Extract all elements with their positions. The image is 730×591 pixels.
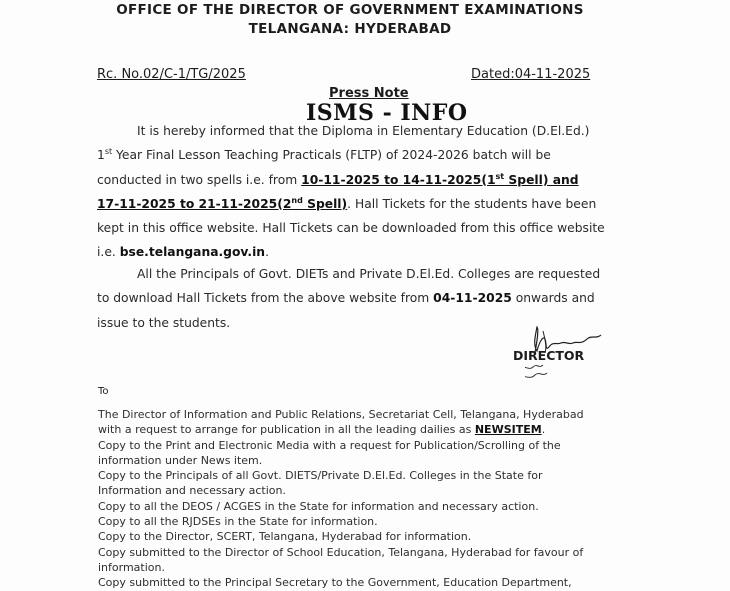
signatory-title: DIRECTOR [513, 348, 585, 363]
p1-line [97, 143, 605, 167]
spell1-dates: 10-11-2025 to 14-11-2025(1st Spell) and [301, 171, 579, 187]
copy-line: Copy submitted to the Director of School Education, Telangana, Hyderabad for favour of [98, 545, 584, 559]
p1-line1-text: It is hereby informed that the Diploma in Elementary Education (D.El.Ed.) [137, 124, 590, 138]
copy-line: Information and necessary action. [98, 484, 287, 498]
copy-line: Copy to the Principals of all Govt. DIETS/Private D.El.Ed. Colleges in the State for [98, 469, 543, 483]
p1-line2-text: Year Final Lesson Teaching Practicals (FLTP) of 2024-2026 batch will be [112, 148, 551, 163]
spell2-dates: 17-11-2025 to 21-11-2025(2nd Spell) [97, 195, 348, 211]
press-note-title: Press Note [329, 86, 409, 101]
copy-line: with a request to arrange for publication in all the leading dailies as NEWSITEM. [98, 423, 546, 437]
p2-line [97, 262, 605, 286]
p1-line [97, 168, 605, 192]
p2-line2-text: to download Hall Tickets from the above website from [97, 291, 434, 306]
to-label: To [98, 386, 109, 397]
office-title-line1: OFFICE OF THE DIRECTOR OF GOVERNMENT EXAMINATIONS [116, 2, 584, 18]
copy-line: Copy to all the DEOS / ACGES in the State for information and necessary action. [98, 499, 539, 513]
copy-line: Copy to all the RJDSEs in the State for information. [98, 515, 378, 529]
paragraph-1 [97, 119, 605, 265]
copy-line: Copy to the Director, SCERT, Telangana, Hyderabad for information. [98, 530, 472, 544]
copy-line: Copy submitted to the Principal Secretary to the Government, Education Department, [98, 576, 572, 590]
p1-line [97, 119, 605, 143]
newsitem-text: NEWSITEM [474, 423, 542, 437]
p1-line3-text: conducted in two spells i.e. from [97, 172, 302, 187]
copy-to-list [98, 407, 606, 591]
p1-line5-text: kept in this office website. Hall Tickets can be downloaded from this office website [97, 221, 605, 236]
watermark-text: ISMS - INFO [306, 100, 468, 126]
p1-line: i.e. bse.telangana.gov.in. [97, 245, 269, 260]
website-link[interactable]: bse.telangana.gov.in [119, 245, 266, 260]
reference-number: Rc. No.02/C-1/TG/2025 [97, 67, 246, 82]
year-sup: st [104, 147, 113, 157]
p1-line [97, 216, 605, 240]
office-title-line2: TELANGANA: HYDERABAD [248, 21, 452, 37]
copy-line: information under News item. [98, 453, 263, 467]
p1-line6-text: i.e. [97, 245, 120, 260]
copy-line: The Director of Information and Public Relations, Secretariat Cell, Telangana, Hyderabad [98, 408, 584, 421]
download-start-date: 04-11-2025 [433, 291, 512, 306]
copy-line: Copy to the Print and Electronic Media with a request for Publication/Scrolling of the [98, 438, 561, 452]
p2-line1-text: All the Principals of Govt. DIETs and Private D.El.Ed. Colleges are requested [137, 267, 601, 281]
p1-line4-text: . Hall Tickets for the students have been [347, 196, 597, 211]
copy-line: information. [98, 560, 165, 574]
year-number: 1 [97, 148, 105, 163]
p1-line [97, 192, 605, 216]
p2-line: to download Hall Tickets from the above website from 04-11-2025 onwards and [97, 291, 595, 306]
p2-line3-text: issue to the students. [97, 315, 231, 330]
reference-date: Dated:04-11-2025 [471, 67, 591, 82]
